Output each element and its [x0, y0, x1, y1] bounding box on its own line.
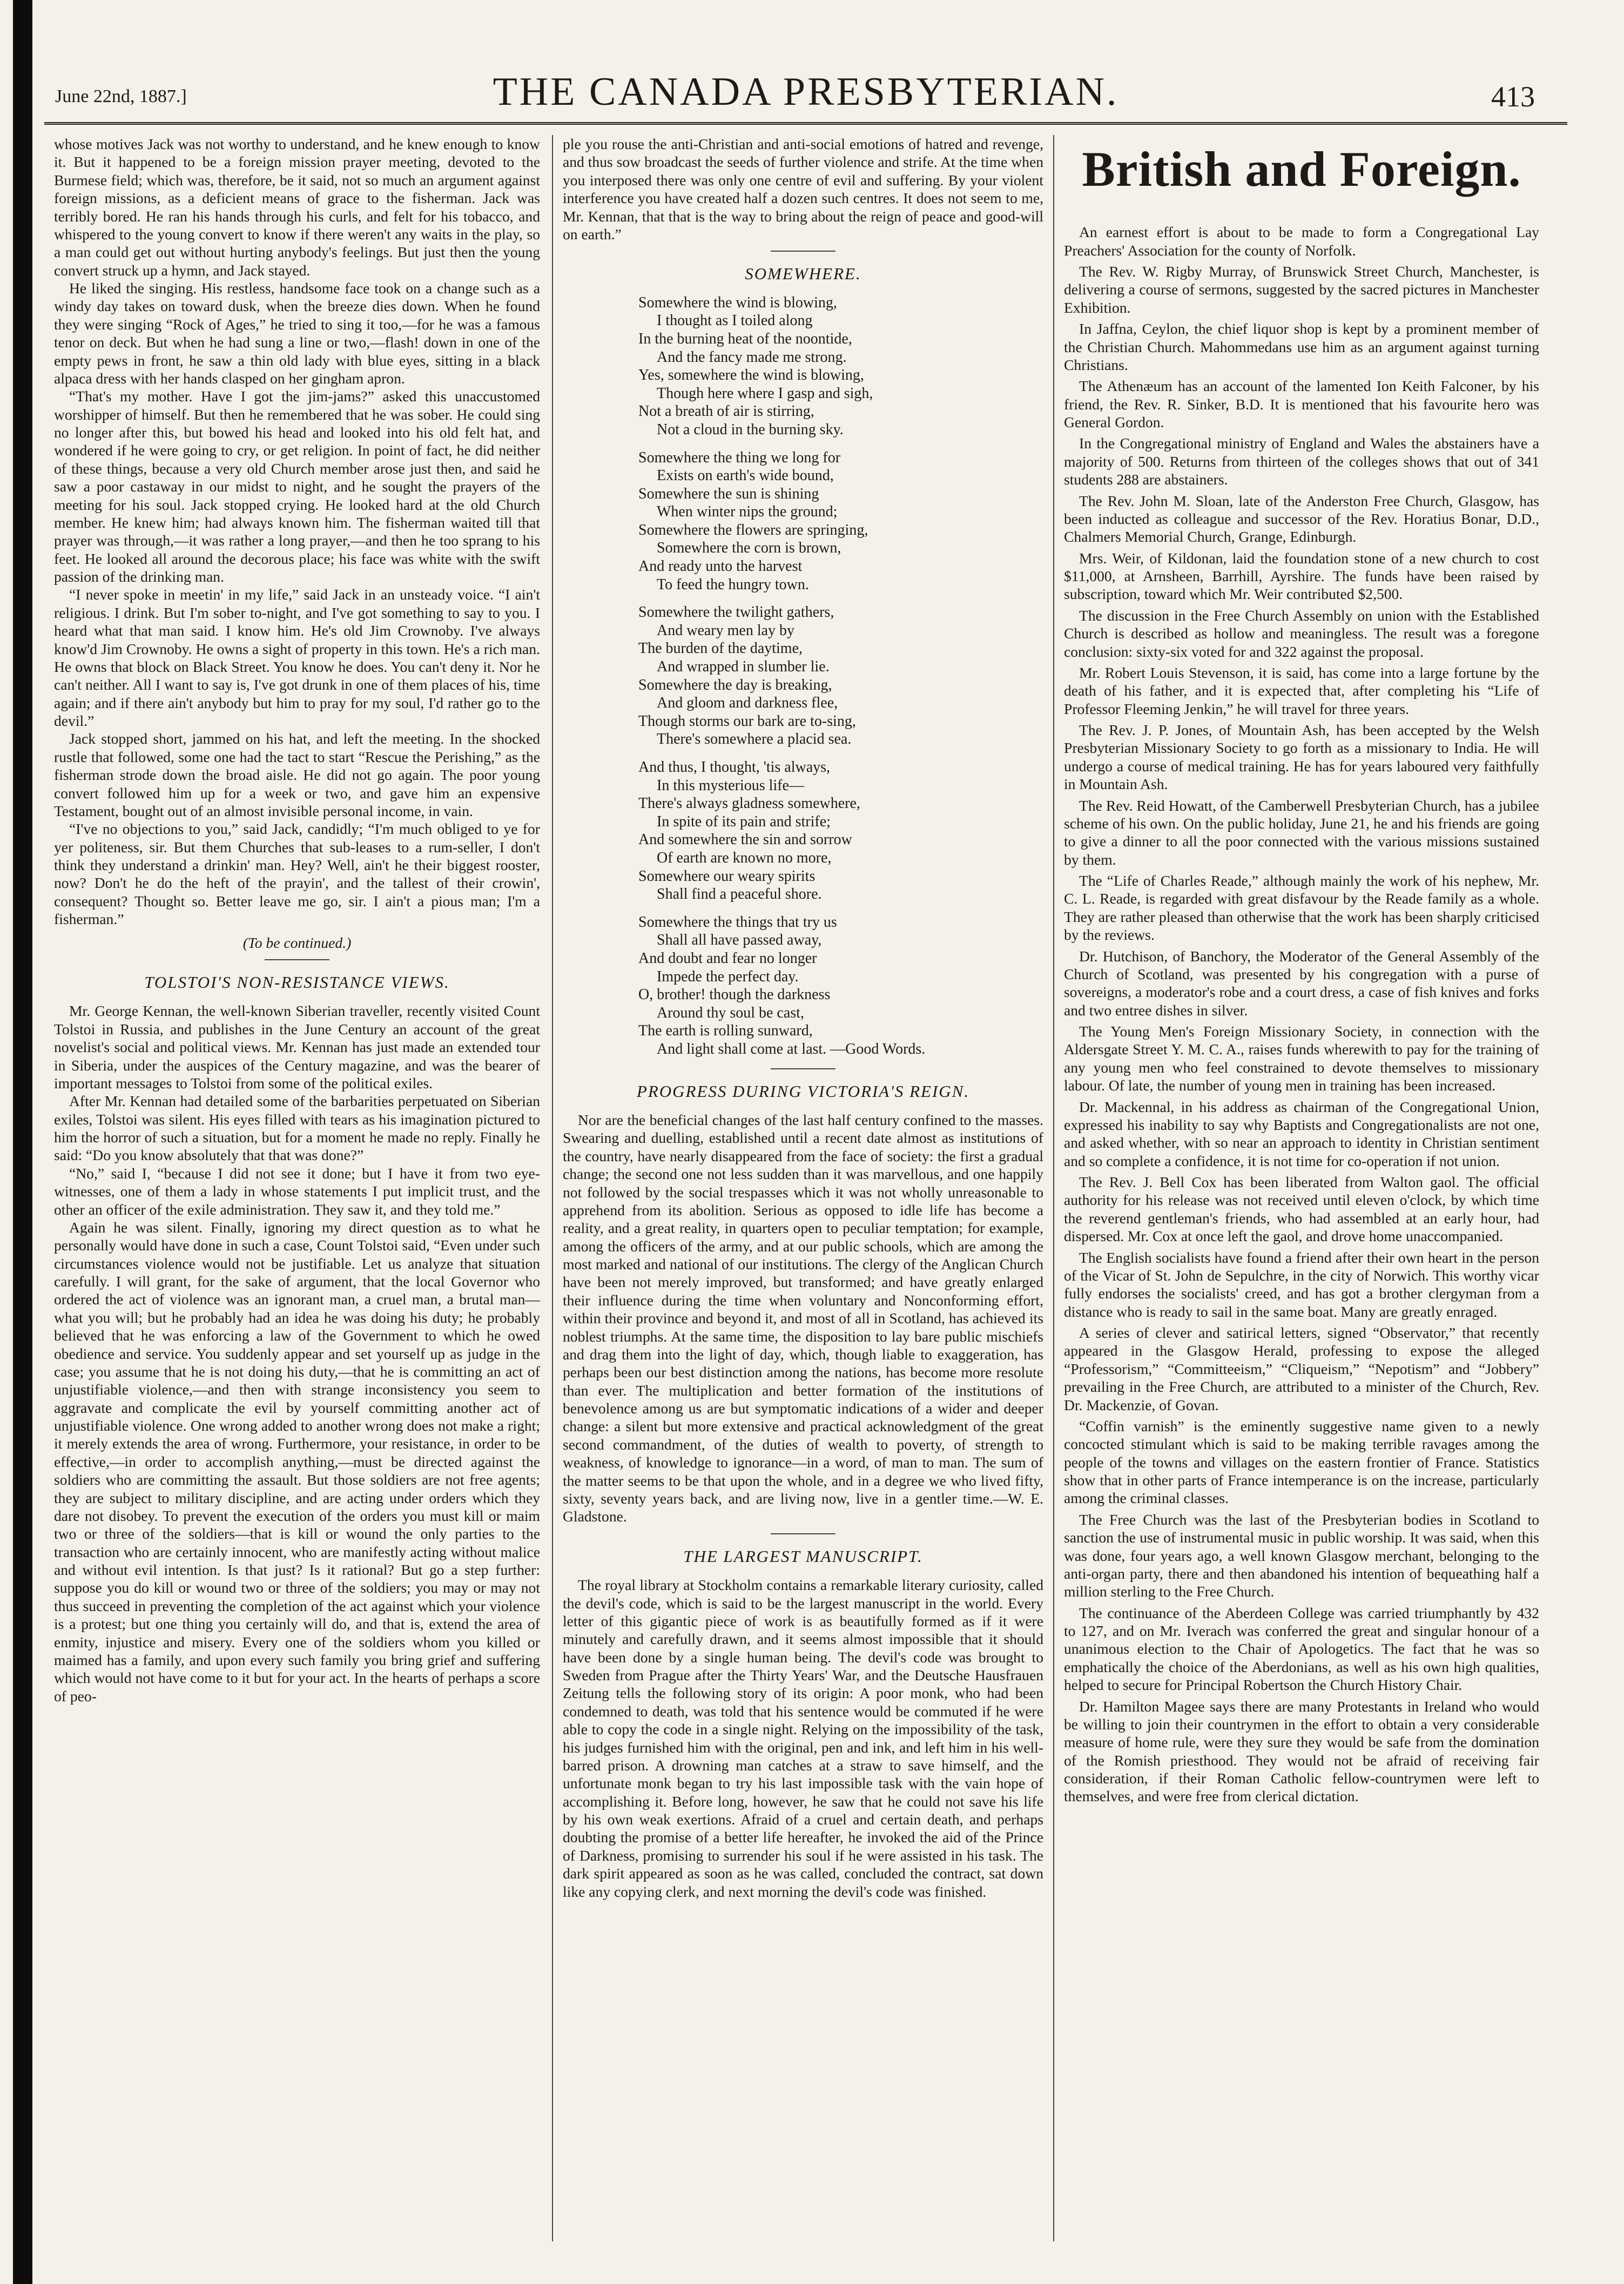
article-paragraph: ple you rouse the anti-Christian and anti-social emotions of hatred and revenge, and thus sow broadcast the seeds of further violence and strife. At the time when you interposed there was only one centre of evil and suffering. By your violent interference you have created half a dozen such centres. It does not seem to me, Mr. Kennan, that that is the way to bring about the reign of peace and good-will on earth.” — [563, 136, 1043, 242]
story-paragraph: “I've no objections to you,” said Jack, candidly; “I'm much obliged to ye for yer politeness, sir. But them Churches that sub-leases to a rum-seller, I don't think they understand a drinkin' man. Hey? Well, ain't he their biggest rooster, now? Don't he do the heft of the prayin', and the tallest of their crowin', consequent? Thought so. Better leave me go, sir. I ain't a pious man; I'm a fisherman.” — [54, 820, 540, 928]
article-paragraph: “No,” said I, “because I did not see it done; but I have it from two eye-witnesses, one of them a lady in whose statements I put implicit trust, and the other an officer of the exile administration. They saw it, and they told me.” — [54, 1164, 540, 1218]
section-rule — [265, 959, 329, 960]
column-3 — [1064, 135, 1539, 1809]
story-paragraph: He liked the singing. His restless, handsome face took on a change such as a windy day takes on toward dusk, when the breeze dies down. When he found they were singing “Rock of Ages,” he tried to sing it too,—for he was a famous tenor on deck. But when he had sung a line or two,—flash! down in one of the empty pews in front, he saw a thin old lady with blue eyes, sitting in a black alpaca dress with her hands clasped on her gingham apron. — [54, 280, 540, 387]
story-paragraph: whose motives Jack was not worthy to understand, and he knew enough to know it. But it happened to be a foreign mission prayer meeting, devoted to the Burmese field; which was, therefore, be it said, not so much an argument against foreign missions, as a deficient means of grace to the fisherman. Jack was terribly bored. He ran his hands through his curls, and felt for his tobacco, and whispered to the young convert to know if there weren't any waits in the play, so a man could get out without hurting anybody's feelings. But just then the young convert struck up a hymn, and Jack stayed. — [54, 136, 540, 279]
poem-line: Of earth are known no more, — [657, 849, 832, 866]
poem-line: O, brother! though the darkness — [638, 986, 831, 1003]
poem-line: Exists on earth's wide bound, — [657, 467, 834, 484]
poem-line: In this mysterious life— — [657, 777, 804, 794]
poem-line: To feed the hungry town. — [657, 576, 809, 593]
poem-line: Somewhere the flowers are springing, — [638, 521, 868, 538]
poem-line: Though storms our bark are to-sing, — [638, 712, 856, 730]
poem-line: The earth is rolling sunward, — [638, 1022, 813, 1040]
page-number: 413 — [1491, 80, 1535, 113]
news-item: The Rev. John M. Sloan, late of the Anderston Free Church, Glasgow, has been inducted as colleague and successor of the Rev. Horatius Bonar, D.D., Chalmers Memorial Church, Grange, Edinburgh. — [1064, 492, 1539, 545]
news-item: The Athenæum has an account of the lamented Ion Keith Falconer, by his friend, the Rev. R. Sinker, B.D. It is mentioned that his favourite hero was General Gordon. — [1064, 378, 1539, 431]
poem-line: I thought as I toiled along — [657, 312, 813, 329]
article-paragraph: Mr. George Kennan, the well-known Siberian traveller, recently visited Count Tolstoi in Russia, and publishes in the June Century an account of the great novelist's social and political views. Mr. Kennan has just made an extended tour in Siberia, under the auspices of the Century magazine, and was the bearer of important messages to Tolstoi from some of the political exiles. — [54, 1002, 540, 1092]
poem-line: Impede the perfect day. — [657, 968, 799, 985]
poem-line: And light shall come at last. —Good Words. — [657, 1040, 926, 1057]
section-title: British and Foreign. — [1082, 142, 1521, 197]
poem-stanza — [638, 913, 1043, 1059]
news-item: In Jaffna, Ceylon, the chief liquor shop is kept by a prominent member of the Christian Church. Mahommedans use him as an argument against turning Christians. — [1064, 320, 1539, 373]
poem-line: Somewhere the day is breaking, — [638, 676, 832, 693]
poem — [638, 294, 1043, 1059]
page-header — [44, 64, 1567, 129]
poem-line: There's somewhere a placid sea. — [657, 731, 852, 748]
section-rule — [771, 1068, 835, 1069]
poem-line: And somewhere the sin and sorrow — [638, 831, 852, 848]
poem-line: And thus, I thought, 'tis always, — [638, 759, 831, 776]
column-divider — [1053, 135, 1054, 2241]
poem-line: There's always gladness somewhere, — [638, 795, 860, 812]
poem-line: And wrapped in slumber lie. — [657, 658, 830, 676]
poem-line: Though here where I gasp and sigh, — [657, 385, 873, 402]
poem-line: Somewhere the corn is brown, — [657, 540, 841, 557]
news-item: The Rev. J. P. Jones, of Mountain Ash, has been accepted by the Welsh Presbyterian Missionary Society to go forth as a missionary to India. He will undergo a course of medical training. He has for years laboured very faithfully in Mountain Ash. — [1064, 722, 1539, 793]
story-paragraph: Jack stopped short, jammed on his hat, and left the meeting. In the shocked rustle that followed, some one had the tact to start “Rescue the Perishing,” as the fisherman strode down the broad aisle. He did not go again. The poor young convert followed him up for a week or two, and gave him an expensive Testament, bought out of an almost invisible personal income, in vain. — [54, 730, 540, 819]
news-item: Mr. Robert Louis Stevenson, it is said, has come into a large fortune by the death of his father, and it is expected that, after completing his “Life of Professor Fleeming Jenkin,” he will travel for three years. — [1064, 664, 1539, 717]
poem-line: And weary men lay by — [657, 622, 795, 639]
poem-line: Somewhere the twilight gathers, — [638, 604, 834, 621]
column-2 — [563, 135, 1043, 1901]
news-item: The continuance of the Aberdeen College was carried triumphantly by 432 to 127, and on Mr. Iverach was conferred the great and singular honour of a unanimous election to the Chair of Apologetics. The fact that he was so emphatically the choice of the Aberdonians, as well as his own high qualities, helped to secure for Principal Robertson the Church History Chair. — [1064, 1604, 1539, 1694]
poem-line: Somewhere our weary spirits — [638, 867, 816, 885]
left-margin-bar — [13, 0, 32, 2284]
section-rule — [771, 251, 835, 252]
poem-line: Somewhere the sun is shining — [638, 485, 819, 502]
poem-line: Shall all have passed away, — [657, 932, 822, 949]
column-1 — [54, 135, 540, 1705]
column-divider — [552, 135, 553, 2241]
poem-line: And the fancy made me strong. — [657, 348, 847, 366]
article-heading: PROGRESS DURING VICTORIA'S REIGN. — [636, 1081, 970, 1101]
news-item: The Rev. J. Bell Cox has been liberated from Walton gaol. The official authority for his release was not received until eleven o'clock, by which time the reverend gentleman's friends, who had assembled at an early hour, had dispersed. Mr. Cox at once left the gaol, and drove home unaccompanied. — [1064, 1174, 1539, 1245]
news-item: The discussion in the Free Church Assembly on union with the Established Church is described as hollow and meaningless. The result was a foregone conclusion: sixty-six voted for and 322 against the proposal. — [1064, 607, 1539, 660]
news-item: In the Congregational ministry of England and Wales the abstainers have a majority of 500. Returns from thirteen of the colleges shows that out of 341 students 288 are abstainers. — [1064, 435, 1539, 488]
news-item: A series of clever and satirical letters, signed “Observator,” that recently appeared in the Glasgow Herald, professing to expose the alleged “Professorism,” “Committeeism,” “Cliqueism,” “Nepotism” and “Jobbery” prevailing in the Free Church, are attributed to a minister of the Church, Rev. Dr. Mackenzie, of Govan. — [1064, 1324, 1539, 1413]
poem-line: Somewhere the wind is blowing, — [638, 294, 837, 311]
poem-line: Not a breath of air is stirring, — [638, 403, 814, 420]
news-item: Mrs. Weir, of Kildonan, laid the foundation stone of a new church to cost $11,000, at Arnsheen, Barrhill, Ayrshire. The funds have been raised by subscription, toward which Mr. Weir contributed $2,500. — [1064, 549, 1539, 603]
news-item: The Rev. Reid Howatt, of the Camberwell Presbyterian Church, has a jubilee scheme of his own. On the public holiday, June 21, he and his friends are going to give a dinner to all the poor connected with the various missions sustained by them. — [1064, 797, 1539, 868]
poem-line: And doubt and fear no longer — [638, 949, 817, 967]
news-item: The English socialists have found a friend after their own heart in the person of the Vicar of St. John de Sepulchre, in the city of Norwich. This worthy vicar fully endorses the socialists' creed, and has got a brother clergyman from a distance who is ready to sail in the same boat. Many are greatly enraged. — [1064, 1249, 1539, 1320]
poem-line: And ready unto the harvest — [638, 558, 803, 575]
poem-stanza — [638, 449, 1043, 594]
story-paragraph: “I never spoke in meetin' in my life,” said Jack in an unsteady voice. “I ain't religious. I drink. But I'm sober to-night, and I've got something to say to you. I heard what that man said. I know him. He's old Jim Crownoby. I've always know'd Jim Crownoby. He owns a sight of property in this town. He's a rich man. He owns that block on Black Street. You know he does. You can't deny it. Nor he can't neither. All I want to say is, I've got drunk in one of them places of his, time again; and if there ain't anybody but him to pray for my soul, I'd rather go to the devil.” — [54, 586, 540, 729]
news-item: Dr. Hutchison, of Banchory, the Moderator of the General Assembly of the Church of Scotland, was presented by his congregation with a purse of sovereigns, a moderator's robe and a court dress, a case of fish knives and forks and two entree dishes in silver. — [1064, 947, 1539, 1019]
news-item: The Young Men's Foreign Missionary Society, in connection with the Aldersgate Street Y. M. C. A., raises funds wherewith to pay for the training of any young men who feel constrained to devote themselves to missionary labour. Of late, the number of young men in training has been increased. — [1064, 1023, 1539, 1094]
article-paragraph: After Mr. Kennan had detailed some of the barbarities perpetuated on Siberian exiles, Tolstoi was silent. His eyes filled with tears as his imagination pictured to him the horror of such a situation, but for a moment he made no reply. Finally he said: “Do you know absolutely that that was done?” — [54, 1093, 540, 1164]
news-item: Dr. Hamilton Magee says there are many Protestants in Ireland who would be willing to join their countrymen in the effort to obtain a very considerable measure of home rule, were they sure they would be safe from the domination of the Romish priesthood. They would not be afraid of receiving fair consideration, if their Roman Catholic fellow-countrymen were left to themselves, and were free from clerical dictation. — [1064, 1697, 1539, 1805]
poem-line: When winter nips the ground; — [657, 503, 838, 521]
article-paragraph: The royal library at Stockholm contains a remarkable literary curiosity, called the devil's code, which is said to be the largest manuscript in the world. Every letter of this gigantic piece of work is as beautifully formed as if it were minutely and carefully drawn, and it seems almost impossible that it should have been done by a single human being. The devil's code was brought to Sweden from Prague after the Thirty Years' War, and the Deutsche Hausfrauen Zeitung tells the following story of its origin: A poor monk, who had been condemned to death, was told that his sentence would be commuted if he were able to copy the code in a single night. Relying on the impossibility of the task, his judges furnished him with the original, pen and ink, and left him in his well-barred prison. A drowning man catches at a straw to save himself, and the unfortunate monk began to try his last impossible task with the vain hope of accomplishing it. Before long, however, he saw that he could not save his life by his own weak exertions. Afraid of a cruel and certain death, and perhaps doubting the promise of a better life hereafter, he invoked the aid of the Prince of Darkness, promising to surrender his soul if he were assisted in his task. The dark spirit appeared as soon as he was called, concluded the contract, sat down like any copying clerk, and next morning the devil's code was finished. — [563, 1576, 1043, 1900]
poem-line: Around thy soul be cast, — [657, 1004, 804, 1021]
news-item: “Coffin varnish” is the eminently suggestive name given to a newly concocted stimulant which is said to be making terrible ravages among the people of the towns and villages on the eastern frontier of France. Statistics show that in other parts of France intemperance is on the increase, particularly among the criminal classes. — [1064, 1417, 1539, 1507]
poem-line: In spite of its pain and strife; — [657, 813, 831, 830]
poem-line: Yes, somewhere the wind is blowing, — [638, 367, 864, 384]
poem-stanza — [638, 758, 1043, 904]
poem-line: The burden of the daytime, — [638, 640, 803, 657]
news-item: The Free Church was the last of the Presbyterian bodies in Scotland to sanction the use of instrumental music in public worship. It was said, when this was done, four years ago, a well known Glasgow merchant, belonging to the anti-organ party, there and then abandoned his intention of bequeathing half a million sterling to the Free Church. — [1064, 1511, 1539, 1600]
story-paragraph: “That's my mother. Have I got the jim-jams?” asked this unaccustomed worshipper of himself. But then he remembered that he was sober. He could sing no longer after this, but bowed his head and looked into his old felt hat, and wondered if he were going to cry, or get religion. In point of fact, he did neither of these things, because a very old Church member arose just then, and said he saw a poor castaway in our midst to night, and he sought the prayers of the meeting for his soul. Jack stopped crying. He looked hard at the old Church member. He knew him; had always known him. The fisherman waited till that prayer was through,—it was rather a long prayer,—and then he too sprang to his feet. He looked all around the decorous place; his face was white with the swift passion of the drinking man. — [54, 388, 540, 585]
article-paragraph: Again he was silent. Finally, ignoring my direct question as to what he personally would have done in such a case, Count Tolstoi said, “Even under such circumstances violence would not be justifiable. Let us analyze that situation carefully. I will grant, for the sake of argument, that the local Governor who ordered the act of violence was an ignorant man, a cruel man, a brutal man—what you will; but he probably had an idea he was doing his duty; he probably believed that he was enforcing a law of the Government to which he owed obedience and service. You suddenly appear and set yourself up as judge in the case; you assume that he is not doing his duty,—that he is committing an act of unjustifiable violence,—and then with strange inconsistency you seem to aggravate and complicate the evil by yourself committing another act of unjustifiable violence. One wrong added to another wrong does not make a right; it merely extends the area of wrong. Furthermore, your resistance, in order to be effective,—in order to accomplish anything,—must be directed against the soldiers who are committing the assault. But those soldiers are not free agents; they are subject to military discipline, and are acting under orders which they dare not disobey. To prevent the execution of the orders you must kill or maim two or three of the soldiers—that is kill or wound the only parties to the transaction who are certainly innocent, who are manifestly acting without malice and without evil intention. Is that just? Is it rational? But go a step further: suppose you do kill or wound two or three of the soldiers; you may or may not thus succeed in preventing the completion of the act against which your violence is a protest; but one thing you certainly will do, and that is, extend the area of enmity, injustice and misery. Every one of the soldiers whom you killed or maimed has a family, and upon every such family you bring grief and suffering which would not have come to it but for your act. In the hearts of perhaps a score of peo- — [54, 1218, 540, 1704]
article-heading: THE LARGEST MANUSCRIPT. — [683, 1546, 923, 1566]
section-rule — [771, 1533, 835, 1534]
poem-line: Somewhere the things that try us — [638, 913, 837, 931]
news-item: Dr. Mackennal, in his address as chairman of the Congregational Union, expressed his inability to say why Baptists and Congregationalists are not one, and asked whether, with so near an approach to identity in Christian sentiment and so complete a confidence, it is not time for co-operation if not union. — [1064, 1098, 1539, 1169]
to-be-continued: (To be continued.) — [242, 934, 352, 951]
poem-line: And gloom and darkness flee, — [657, 695, 838, 712]
article-heading: TOLSTOI'S NON-RESISTANCE VIEWS. — [144, 972, 450, 992]
poem-line: Not a cloud in the burning sky. — [657, 421, 844, 438]
issue-date: June 22nd, 1887.] — [55, 86, 187, 106]
poem-stanza — [638, 603, 1043, 749]
poem-line: In the burning heat of the noontide, — [638, 330, 852, 347]
news-item: The Rev. W. Rigby Murray, of Brunswick Street Church, Manchester, is delivering a course of sermons, suggested by the sacred pictures in Manchester Exhibition. — [1064, 263, 1539, 316]
poem-heading: SOMEWHERE. — [745, 264, 861, 284]
news-item: The “Life of Charles Reade,” although mainly the work of his nephew, Mr. C. L. Reade, is regarded with great disfavour by the Reade family as a whole. They are rather pleased than otherwise that the work has been sharply criticised by the reviews. — [1064, 872, 1539, 944]
news-item: An earnest effort is about to be made to form a Congregational Lay Preachers' Association for the county of Norfolk. — [1064, 224, 1539, 259]
poem-stanza — [638, 294, 1043, 439]
poem-line: Somewhere the thing we long for — [638, 449, 841, 466]
article-paragraph: Nor are the beneficial changes of the last half century confined to the masses. Swearing and duelling, established until a recent date almost as institutions of the country, have nearly disappeared from the face of society: the first a gradual change; the second one not less sudden than it was marvellous, and one happily not followed by the social trespasses which it was not wholly unreasonable to apprehend from its abolition. Serious as opposed to idle life has become a reality, and a great reality, in quarters open to peculiar temptation; for example, among the officers of the army, and at our public schools, which are among the most marked and national of our institutions. The clergy of the Anglican Church have been not merely improved, but transformed; and have greatly enlarged their influence during the time when voluntary and Nonconforming effort, within their province and beyond it, and most of all in Scotland, has achieved its noblest triumphs. At the same time, the disposition to lay bare public mischiefs and drag them into the light of day, which, though liable to exaggeration, has perhaps been our best distinction among the nations, has become more resolute than ever. The multiplication and better formation of the institutions of benevolence among us are but symptomatic indications of a wider and deeper change: a silent but more extensive and practical acknowledgment of the great second commandment, of the duties of wealth to poverty, of strength to weakness, of knowledge to ignorance—in a word, of man to man. The sum of the matter seems to be that upon the whole, and in a degree we who lived fifty, sixty, seventy years back, and are living now, live in a gentler time.—W. E. Gladstone. — [563, 1111, 1043, 1525]
poem-line: Shall find a peaceful shore. — [657, 886, 822, 903]
newspaper-title: THE CANADA PRESBYTERIAN. — [493, 70, 1119, 114]
header-rule — [44, 122, 1567, 125]
